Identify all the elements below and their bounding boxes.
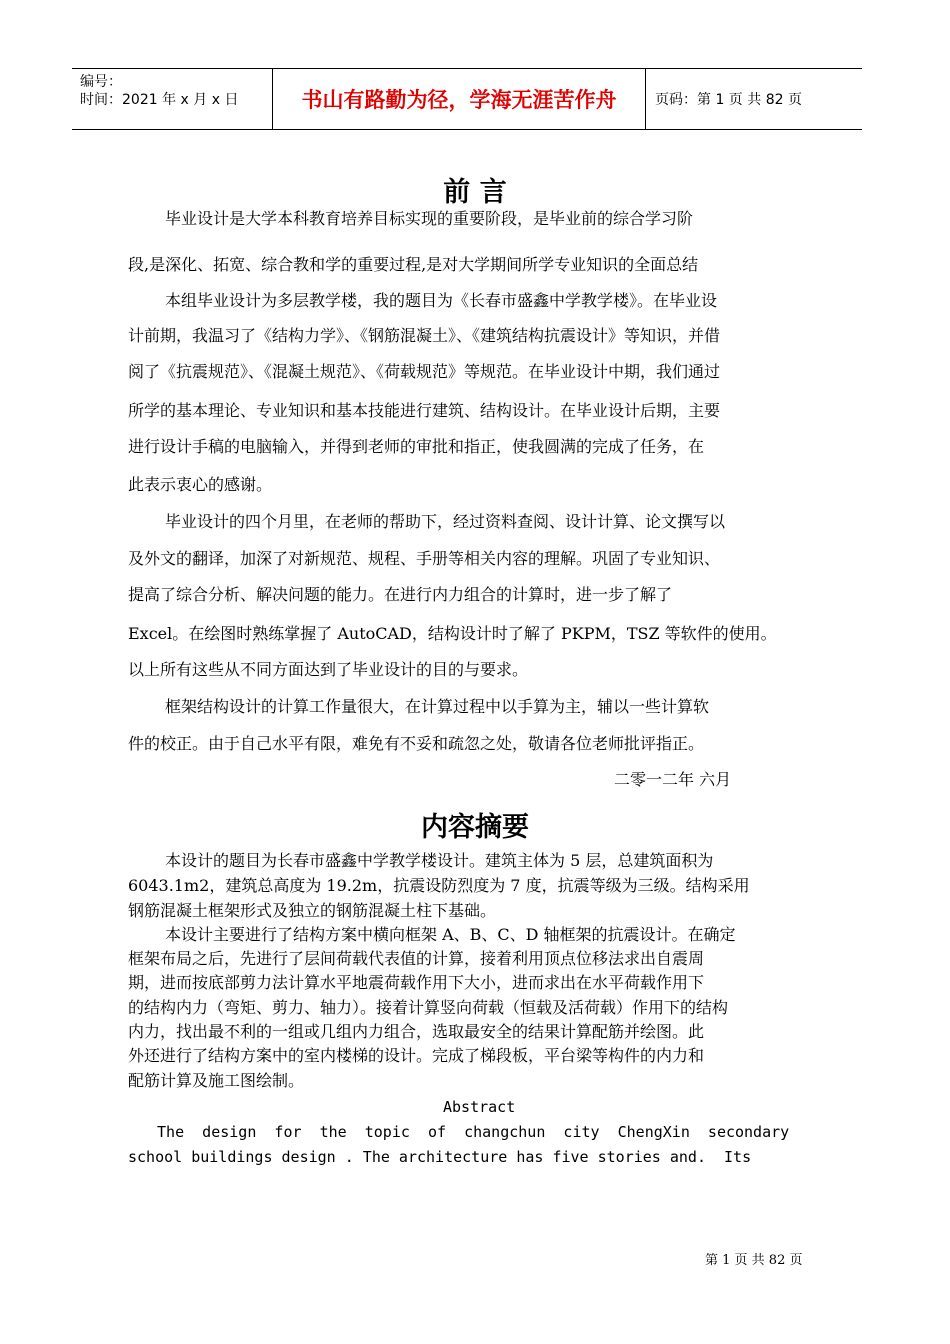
footer-page-info: 第 1 页 共 82 页: [705, 1253, 803, 1268]
preface-date: 二零一二年 六月: [614, 770, 732, 789]
preface-line: 阅了《抗震规范》、《混凝土规范》、《荷载规范》等规范。在毕业设计中期，我们通过: [128, 362, 721, 381]
preface-line: 段,是深化、拓宽、综合教和学的重要过程,是对大学期间所学专业知识的全面总结: [128, 255, 699, 274]
summary-line: 期，进而按底部剪力法计算水平地震荷载作用下大小，进而求出在水平荷载作用下: [128, 973, 705, 992]
number-label: 编号：: [80, 74, 122, 90]
document-header: [72, 68, 862, 130]
summary-line: 本设计的题目为长春市盛鑫中学教学楼设计。建筑主体为 5 层，总建筑面积为: [165, 851, 714, 870]
abstract-line: school buildings design . The architecture has five stories and. Its: [128, 1148, 752, 1166]
preface-line: 此表示衷心的感谢。: [128, 475, 273, 494]
summary-line: 内力，找出最不利的一组或几组内力组合，选取最安全的结果计算配筋并绘图。此: [128, 1022, 705, 1041]
preface-line: 框架结构设计的计算工作量很大，在计算过程中以手算为主，辅以一些计算软: [165, 697, 710, 716]
header-page-info: 页码：第 1 页 共 82 页: [655, 92, 802, 108]
preface-line: 以上所有这些从不同方面达到了毕业设计的目的与要求。: [128, 660, 529, 679]
summary-line: 框架布局之后，先进行了层间荷载代表值的计算，接着利用顶点位移法求出自震周: [128, 949, 705, 968]
preface-line: 毕业设计的四个月里，在老师的帮助下，经过资料查阅、设计计算、论文撰写以: [165, 512, 726, 531]
preface-line: Excel。在绘图时熟练掌握了 AutoCAD，结构设计时了解了 PKPM，TSZ 等软件的使用。: [128, 624, 777, 643]
summary-line: 配筋计算及施工图绘制。: [128, 1071, 305, 1090]
preface-line: 进行设计手稿的电脑输入，并得到老师的审批和指正，使我圆满的完成了任务，在: [128, 437, 705, 456]
abstract-line: The design for the topic of changchun city ChengXin secondary: [148, 1123, 790, 1141]
summary-title: 内容摘要: [421, 812, 529, 843]
summary-line: 6043.1m2，建筑总高度为 19.2m，抗震设防烈度为 7 度，抗震等级为三级。结构采用: [128, 876, 750, 895]
preface-line: 所学的基本理论、专业知识和基本技能进行建筑、结构设计。在毕业设计后期，主要: [128, 401, 721, 420]
preface-line: 本组毕业设计为多层教学楼，我的题目为《长春市盛鑫中学教学楼》。在毕业设: [165, 291, 718, 310]
abstract-title: Abstract: [443, 1098, 516, 1116]
preface-line: 及外文的翻译，加深了对新规范、规程、手册等相关内容的理解。巩固了专业知识、: [128, 549, 721, 568]
summary-line: 的结构内力（弯矩、剪力、轴力）。接着计算竖向荷载（恒载及活荷载）作用下的结构: [128, 998, 729, 1017]
time-label: 时间：2021 年 x 月 x 日: [80, 92, 239, 108]
preface-line: 计前期，我温习了《结构力学》、《钢筋混凝土》、《建筑结构抗震设计》等知识，并借: [128, 326, 721, 345]
header-divider: [645, 69, 646, 129]
summary-line: 外还进行了结构方案中的室内楼梯的设计。完成了梯段板，平台梁等构件的内力和: [128, 1046, 705, 1065]
preface-line: 毕业设计是大学本科教育培养目标实现的重要阶段，是毕业前的综合学习阶: [165, 209, 694, 228]
preface-line: 件的校正。由于自己水平有限，难免有不妥和疏忽之处，敬请各位老师批评指正。: [128, 734, 705, 753]
summary-line: 钢筋混凝土框架形式及独立的钢筋混凝土柱下基础。: [128, 901, 497, 920]
preface-line: 提高了综合分析、解决问题的能力。在进行内力组合的计算时，进一步了解了: [128, 585, 673, 604]
header-motto: 书山有路勤为径，学海无涯苦作舟: [301, 88, 617, 112]
header-meta: [72, 69, 272, 129]
summary-line: 本设计主要进行了结构方案中横向框架 A、B、C、D 轴框架的抗震设计。在确定: [165, 925, 736, 944]
preface-title: 前 言: [443, 177, 507, 208]
